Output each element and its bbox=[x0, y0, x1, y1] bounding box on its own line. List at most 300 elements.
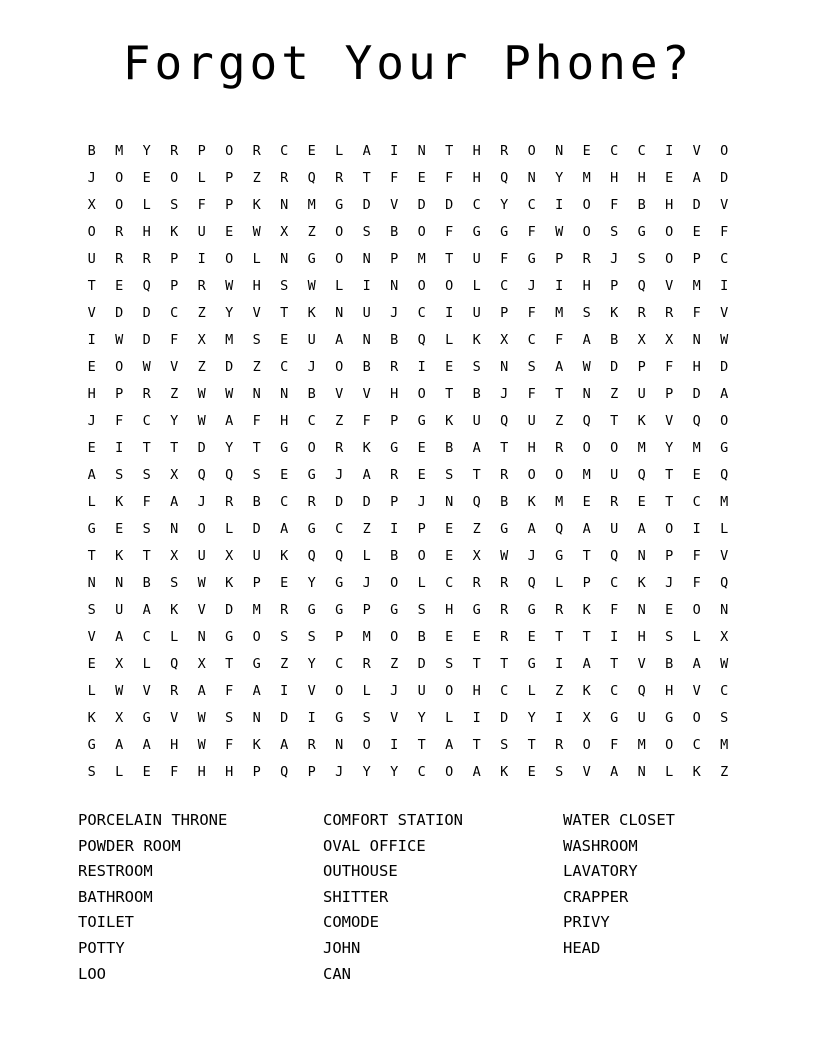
letter-cell: M bbox=[720, 494, 729, 510]
letter-cell: N bbox=[500, 359, 509, 375]
letter-grid-row bbox=[78, 435, 738, 462]
letter-cell: Q bbox=[335, 548, 344, 564]
letter-cell: T bbox=[170, 440, 179, 456]
letter-cell: K bbox=[225, 575, 234, 591]
letter-cell: C bbox=[142, 413, 151, 429]
letter-cell: D bbox=[142, 332, 151, 348]
letter-cell: O bbox=[445, 278, 454, 294]
letter-grid-row bbox=[78, 516, 738, 543]
letter-grid-row bbox=[78, 570, 738, 597]
letter-cell: S bbox=[610, 224, 619, 240]
letter-cell: G bbox=[527, 656, 536, 672]
letter-cell: P bbox=[252, 764, 261, 780]
letter-cell: G bbox=[720, 440, 729, 456]
letter-grid-row bbox=[78, 462, 738, 489]
letter-cell: V bbox=[170, 710, 179, 726]
letter-cell: H bbox=[665, 683, 674, 699]
word-list-item: PRIVY bbox=[563, 913, 610, 932]
letter-cell: X bbox=[665, 332, 674, 348]
letter-cell: U bbox=[417, 683, 426, 699]
letter-cell: O bbox=[445, 683, 454, 699]
word-list-item: HEAD bbox=[563, 938, 601, 957]
letter-cell: Q bbox=[637, 467, 646, 483]
letter-cell: J bbox=[87, 413, 96, 429]
letter-cell: G bbox=[335, 575, 344, 591]
letter-cell: X bbox=[280, 224, 289, 240]
letter-cell: C bbox=[692, 737, 701, 753]
letter-cell: N bbox=[197, 629, 206, 645]
letter-cell: C bbox=[170, 305, 179, 321]
letter-cell: D bbox=[720, 170, 729, 186]
letter-cell: L bbox=[527, 683, 536, 699]
letter-cell: P bbox=[390, 413, 399, 429]
letter-cell: D bbox=[115, 305, 124, 321]
letter-cell: N bbox=[252, 710, 261, 726]
letter-cell: Q bbox=[582, 413, 591, 429]
letter-cell: Z bbox=[555, 413, 564, 429]
letter-cell: C bbox=[610, 575, 619, 591]
letter-cell: Z bbox=[335, 413, 344, 429]
letter-cell: R bbox=[280, 602, 289, 618]
letter-cell: Q bbox=[307, 170, 316, 186]
letter-cell: A bbox=[170, 494, 179, 510]
letter-cell: E bbox=[445, 359, 454, 375]
letter-grid-body bbox=[78, 138, 738, 786]
letter-cell: A bbox=[472, 440, 481, 456]
word-list-item: TOILET bbox=[78, 913, 134, 932]
letter-cell: U bbox=[637, 710, 646, 726]
letter-cell: J bbox=[665, 575, 674, 591]
letter-cell: O bbox=[582, 224, 591, 240]
letter-cell: S bbox=[252, 467, 261, 483]
letter-cell: T bbox=[582, 629, 591, 645]
letter-cell: C bbox=[142, 629, 151, 645]
letter-cell: E bbox=[417, 440, 426, 456]
letter-cell: P bbox=[555, 251, 564, 267]
letter-cell: A bbox=[362, 467, 371, 483]
letter-grid-row bbox=[78, 543, 738, 570]
letter-cell: A bbox=[637, 521, 646, 537]
letter-cell: G bbox=[665, 710, 674, 726]
letter-cell: T bbox=[417, 737, 426, 753]
letter-cell: L bbox=[472, 278, 481, 294]
letter-grid-row bbox=[78, 408, 738, 435]
letter-cell: G bbox=[500, 521, 509, 537]
letter-cell: D bbox=[720, 359, 729, 375]
letter-cell: N bbox=[252, 386, 261, 402]
letter-cell: E bbox=[582, 143, 591, 159]
letter-cell: W bbox=[197, 575, 206, 591]
letter-cell: N bbox=[335, 737, 344, 753]
letter-cell: C bbox=[527, 197, 536, 213]
letter-cell: X bbox=[197, 656, 206, 672]
letter-cell: I bbox=[197, 251, 206, 267]
letter-cell: V bbox=[142, 683, 151, 699]
page-title: Forgot Your Phone? bbox=[122, 36, 694, 90]
letter-cell: X bbox=[225, 548, 234, 564]
letter-cell: E bbox=[527, 629, 536, 645]
letter-cell: V bbox=[637, 656, 646, 672]
letter-cell: Y bbox=[225, 440, 234, 456]
letter-cell: O bbox=[335, 683, 344, 699]
letter-cell: Q bbox=[720, 575, 729, 591]
letter-cell: A bbox=[87, 467, 96, 483]
letter-cell: O bbox=[335, 251, 344, 267]
letter-cell: Q bbox=[197, 467, 206, 483]
letter-cell: O bbox=[417, 386, 426, 402]
letter-cell: B bbox=[390, 332, 399, 348]
letter-cell: E bbox=[115, 278, 124, 294]
letter-cell: U bbox=[87, 251, 96, 267]
letter-cell: R bbox=[115, 224, 124, 240]
letter-cell: O bbox=[390, 629, 399, 645]
letter-cell: R bbox=[555, 737, 564, 753]
letter-cell: E bbox=[280, 467, 289, 483]
letter-cell: J bbox=[417, 494, 426, 510]
letter-cell: R bbox=[142, 251, 151, 267]
letter-cell: H bbox=[225, 764, 234, 780]
letter-cell: K bbox=[115, 548, 124, 564]
letter-cell: I bbox=[362, 278, 371, 294]
letter-cell: Q bbox=[610, 548, 619, 564]
letter-cell: C bbox=[527, 332, 536, 348]
letter-cell: N bbox=[555, 143, 564, 159]
letter-cell: D bbox=[417, 656, 426, 672]
letter-cell: J bbox=[527, 548, 536, 564]
letter-cell: H bbox=[197, 764, 206, 780]
letter-cell: G bbox=[252, 656, 261, 672]
letter-cell: S bbox=[582, 305, 591, 321]
letter-cell: S bbox=[527, 359, 536, 375]
letter-cell: W bbox=[197, 386, 206, 402]
letter-cell: H bbox=[280, 413, 289, 429]
letter-cell: T bbox=[142, 548, 151, 564]
letter-cell: Q bbox=[472, 494, 481, 510]
letter-cell: O bbox=[582, 440, 591, 456]
letter-cell: B bbox=[500, 494, 509, 510]
letter-cell: A bbox=[582, 521, 591, 537]
letter-cell: S bbox=[362, 710, 371, 726]
letter-cell: N bbox=[637, 602, 646, 618]
letter-cell: Q bbox=[225, 467, 234, 483]
letter-cell: F bbox=[445, 170, 454, 186]
letter-cell: U bbox=[637, 386, 646, 402]
letter-cell: Q bbox=[500, 413, 509, 429]
letter-cell: T bbox=[582, 548, 591, 564]
letter-cell: G bbox=[610, 710, 619, 726]
letter-cell: L bbox=[252, 251, 261, 267]
letter-cell: K bbox=[472, 332, 481, 348]
letter-grid-row bbox=[78, 192, 738, 219]
letter-cell: L bbox=[445, 710, 454, 726]
letter-cell: R bbox=[555, 602, 564, 618]
letter-cell: H bbox=[252, 278, 261, 294]
letter-cell: A bbox=[582, 332, 591, 348]
letter-cell: I bbox=[555, 656, 564, 672]
letter-cell: K bbox=[610, 305, 619, 321]
letter-cell: H bbox=[445, 602, 454, 618]
letter-cell: K bbox=[582, 602, 591, 618]
letter-cell: A bbox=[335, 332, 344, 348]
letter-cell: H bbox=[582, 278, 591, 294]
letter-cell: D bbox=[225, 602, 234, 618]
letter-cell: V bbox=[170, 359, 179, 375]
letter-cell: T bbox=[280, 305, 289, 321]
letter-cell: P bbox=[252, 575, 261, 591]
letter-cell: I bbox=[472, 710, 481, 726]
letter-cell: H bbox=[142, 224, 151, 240]
letter-cell: C bbox=[417, 764, 426, 780]
letter-grid-row bbox=[78, 732, 738, 759]
letter-cell: L bbox=[87, 683, 96, 699]
letter-cell: C bbox=[335, 656, 344, 672]
letter-cell: O bbox=[692, 602, 701, 618]
letter-cell: F bbox=[610, 737, 619, 753]
letter-cell: G bbox=[307, 251, 316, 267]
letter-cell: Q bbox=[720, 467, 729, 483]
letter-cell: K bbox=[252, 737, 261, 753]
letter-cell: P bbox=[307, 764, 316, 780]
letter-cell: B bbox=[637, 197, 646, 213]
letter-cell: Y bbox=[142, 143, 151, 159]
letter-cell: F bbox=[720, 224, 729, 240]
letter-cell: J bbox=[197, 494, 206, 510]
letter-cell: Z bbox=[362, 521, 371, 537]
letter-cell: Z bbox=[197, 359, 206, 375]
letter-cell: P bbox=[197, 143, 206, 159]
letter-cell: Y bbox=[362, 764, 371, 780]
letter-cell: E bbox=[87, 359, 96, 375]
letter-grid-row bbox=[78, 138, 738, 165]
letter-cell: P bbox=[115, 386, 124, 402]
letter-cell: L bbox=[417, 575, 426, 591]
letter-cell: T bbox=[472, 737, 481, 753]
letter-cell: O bbox=[527, 143, 536, 159]
letter-cell: P bbox=[692, 251, 701, 267]
letter-cell: E bbox=[692, 224, 701, 240]
letter-cell: Z bbox=[197, 305, 206, 321]
letter-cell: Q bbox=[280, 764, 289, 780]
letter-cell: X bbox=[115, 710, 124, 726]
letter-cell: I bbox=[555, 710, 564, 726]
letter-cell: M bbox=[555, 305, 564, 321]
letter-cell: T bbox=[527, 737, 536, 753]
letter-cell: G bbox=[335, 710, 344, 726]
letter-cell: C bbox=[445, 575, 454, 591]
word-list-item: LOO bbox=[78, 964, 106, 983]
letter-cell: D bbox=[362, 197, 371, 213]
letter-cell: N bbox=[445, 494, 454, 510]
letter-cell: Z bbox=[252, 359, 261, 375]
letter-cell: W bbox=[197, 710, 206, 726]
letter-cell: J bbox=[335, 764, 344, 780]
letter-cell: E bbox=[142, 764, 151, 780]
letter-cell: P bbox=[170, 278, 179, 294]
letter-cell: S bbox=[170, 575, 179, 591]
letter-cell: F bbox=[692, 548, 701, 564]
letter-cell: N bbox=[692, 332, 701, 348]
letter-cell: X bbox=[637, 332, 646, 348]
letter-cell: M bbox=[115, 143, 124, 159]
letter-grid bbox=[78, 138, 738, 786]
letter-cell: S bbox=[445, 656, 454, 672]
letter-cell: G bbox=[417, 413, 426, 429]
letter-cell: Q bbox=[527, 575, 536, 591]
letter-cell: L bbox=[142, 656, 151, 672]
letter-cell: O bbox=[610, 440, 619, 456]
letter-cell: A bbox=[225, 413, 234, 429]
letter-cell: B bbox=[252, 494, 261, 510]
letter-cell: O bbox=[307, 440, 316, 456]
letter-cell: W bbox=[555, 224, 564, 240]
letter-cell: B bbox=[445, 440, 454, 456]
letter-cell: O bbox=[665, 737, 674, 753]
letter-cell: D bbox=[417, 197, 426, 213]
letter-cell: N bbox=[335, 305, 344, 321]
letter-cell: S bbox=[445, 467, 454, 483]
letter-cell: X bbox=[115, 656, 124, 672]
letter-cell: O bbox=[720, 413, 729, 429]
letter-cell: O bbox=[582, 737, 591, 753]
letter-cell: D bbox=[280, 710, 289, 726]
letter-cell: X bbox=[170, 467, 179, 483]
letter-cell: A bbox=[692, 170, 701, 186]
letter-cell: L bbox=[225, 521, 234, 537]
letter-cell: Z bbox=[170, 386, 179, 402]
letter-cell: R bbox=[307, 494, 316, 510]
letter-cell: S bbox=[252, 332, 261, 348]
letter-cell: Y bbox=[390, 764, 399, 780]
letter-cell: F bbox=[527, 386, 536, 402]
letter-cell: F bbox=[500, 251, 509, 267]
letter-cell: H bbox=[472, 143, 481, 159]
letter-cell: U bbox=[610, 467, 619, 483]
letter-cell: I bbox=[390, 737, 399, 753]
letter-cell: N bbox=[637, 548, 646, 564]
letter-cell: R bbox=[252, 143, 261, 159]
letter-cell: N bbox=[280, 386, 289, 402]
letter-cell: B bbox=[390, 224, 399, 240]
letter-cell: R bbox=[500, 629, 509, 645]
word-list-item: OVAL OFFICE bbox=[323, 836, 426, 855]
letter-cell: E bbox=[417, 467, 426, 483]
letter-cell: O bbox=[692, 710, 701, 726]
letter-cell: E bbox=[225, 224, 234, 240]
letter-cell: E bbox=[665, 602, 674, 618]
word-list-item: RESTROOM bbox=[78, 862, 153, 881]
letter-cell: I bbox=[555, 278, 564, 294]
letter-cell: R bbox=[197, 278, 206, 294]
letter-cell: A bbox=[252, 683, 261, 699]
letter-grid-row bbox=[78, 705, 738, 732]
letter-cell: V bbox=[665, 278, 674, 294]
letter-cell: V bbox=[582, 764, 591, 780]
letter-cell: Q bbox=[417, 332, 426, 348]
letter-cell: K bbox=[280, 548, 289, 564]
letter-cell: I bbox=[307, 710, 316, 726]
letter-cell: T bbox=[500, 656, 509, 672]
letter-cell: R bbox=[390, 467, 399, 483]
letter-cell: F bbox=[170, 332, 179, 348]
letter-cell: U bbox=[115, 602, 124, 618]
letter-cell: R bbox=[500, 575, 509, 591]
letter-cell: Z bbox=[280, 656, 289, 672]
letter-cell: T bbox=[555, 386, 564, 402]
letter-cell: R bbox=[280, 170, 289, 186]
word-list-item: LAVATORY bbox=[563, 862, 638, 881]
letter-cell: A bbox=[142, 737, 151, 753]
letter-cell: F bbox=[692, 575, 701, 591]
letter-cell: Q bbox=[500, 170, 509, 186]
letter-cell: Y bbox=[417, 710, 426, 726]
letter-cell: O bbox=[87, 224, 96, 240]
letter-cell: A bbox=[582, 656, 591, 672]
letter-cell: H bbox=[170, 737, 179, 753]
letter-cell: K bbox=[115, 494, 124, 510]
letter-cell: V bbox=[665, 413, 674, 429]
letter-cell: U bbox=[472, 305, 481, 321]
letter-cell: P bbox=[665, 386, 674, 402]
letter-cell: W bbox=[225, 278, 234, 294]
letter-cell: G bbox=[390, 440, 399, 456]
letter-cell: N bbox=[362, 332, 371, 348]
letter-cell: K bbox=[527, 494, 536, 510]
letter-cell: E bbox=[417, 170, 426, 186]
letter-cell: X bbox=[170, 548, 179, 564]
letter-cell: Y bbox=[170, 413, 179, 429]
letter-cell: M bbox=[252, 602, 261, 618]
letter-cell: R bbox=[500, 143, 509, 159]
letter-cell: Z bbox=[307, 224, 316, 240]
letter-cell: G bbox=[87, 737, 96, 753]
letter-cell: G bbox=[335, 197, 344, 213]
letter-cell: T bbox=[445, 143, 454, 159]
letter-cell: P bbox=[500, 305, 509, 321]
letter-cell: E bbox=[445, 548, 454, 564]
letter-cell: G bbox=[280, 440, 289, 456]
letter-cell: O bbox=[665, 251, 674, 267]
letter-cell: A bbox=[142, 602, 151, 618]
letter-cell: G bbox=[555, 548, 564, 564]
letter-cell: Y bbox=[307, 656, 316, 672]
letter-cell: O bbox=[335, 224, 344, 240]
letter-cell: E bbox=[280, 575, 289, 591]
letter-cell: R bbox=[142, 386, 151, 402]
letter-cell: D bbox=[610, 359, 619, 375]
letter-cell: M bbox=[307, 197, 316, 213]
letter-cell: F bbox=[390, 170, 399, 186]
letter-grid-row bbox=[78, 759, 738, 786]
letter-cell: B bbox=[390, 548, 399, 564]
letter-cell: G bbox=[472, 602, 481, 618]
letter-cell: X bbox=[500, 332, 509, 348]
letter-cell: S bbox=[307, 629, 316, 645]
letter-cell: A bbox=[527, 521, 536, 537]
letter-cell: S bbox=[665, 629, 674, 645]
letter-cell: F bbox=[170, 764, 179, 780]
letter-cell: O bbox=[665, 521, 674, 537]
letter-cell: P bbox=[335, 629, 344, 645]
letter-cell: T bbox=[665, 494, 674, 510]
letter-cell: F bbox=[252, 413, 261, 429]
letter-cell: R bbox=[225, 494, 234, 510]
letter-cell: V bbox=[720, 197, 729, 213]
letter-cell: Z bbox=[720, 764, 729, 780]
letter-cell: D bbox=[362, 494, 371, 510]
letter-cell: W bbox=[582, 359, 591, 375]
word-list-item: WATER CLOSET bbox=[563, 811, 675, 829]
word-list-item: BATHROOM bbox=[78, 887, 153, 906]
